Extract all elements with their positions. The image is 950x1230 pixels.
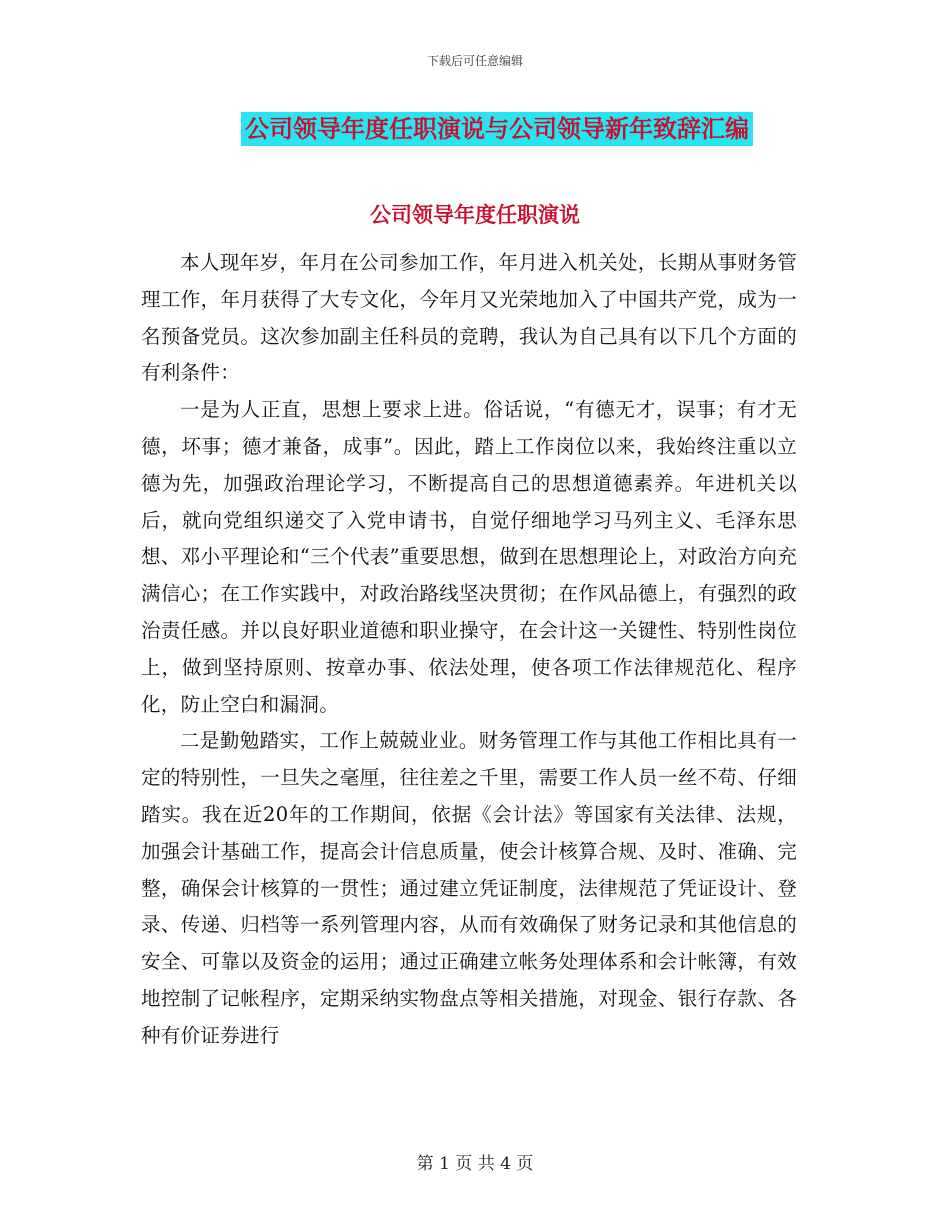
page-number-footer: 第 1 页 共 4 页	[416, 1154, 534, 1174]
paragraph: 本人现年岁，年月在公司参加工作，年月进入机关处，长期从事财务管理工作，年月获得了大专文化，今年月又光荣地加入了中国共产党，成为一名预备党员。这次参加副主任科员的竞聘，我认为自己具有以下几个方面的有利条件：	[141, 251, 797, 385]
document-title: 公司领导年度任职演说与公司领导新年致辞汇编	[241, 112, 753, 146]
section-title: 公司领导年度任职演说	[370, 203, 580, 227]
header-note: 下载后可任意编辑	[426, 54, 523, 68]
paragraph: 二是勤勉踏实，工作上兢兢业业。财务管理工作与其他工作相比具有一定的特别性，一旦失之毫厘，往往差之千里，需要工作人员一丝不苟、仔细踏实。我在近20年的工作期间，依据《会计法》等国家有关法律、法规，加强会计基础工作，提高会计信息质量，使会计核算合规、及时、准确、完整，确保会计核算的一贯性；通过建立凭证制度，法律规范了凭证设计、登录、传递、归档等一系列管理内容，从而有效确保了财务记录和其他信息的安全、可靠以及资金的运用；通过正确建立帐务处理体系和会计帐簿，有效地控制了记帐程序，定期采纳实物盘点等相关措施，对现金、银行存款、各种有价证券进行	[141, 729, 797, 1047]
document-title-container	[0, 112, 950, 146]
document-body	[141, 245, 797, 1055]
paragraph: 一是为人正直，思想上要求上进。俗话说，“有德无才，误事；有才无德，坏事；德才兼备，成事”。因此，踏上工作岗位以来，我始终注重以立德为先，加强政治理论学习，不断提高自己的思想道德素养。年进机关以后，就向党组织递交了入党申请书，自觉仔细地学习马列主义、毛泽东思想、邓小平理论和“三个代表”重要思想，做到在思想理论上，对政治方向充满信心；在工作实践中，对政治路线坚决贯彻；在作风品德上，有强烈的政治责任感。并以良好职业道德和职业操守，在会计这一关键性、特别性岗位上，做到坚持原则、按章办事、依法处理，使各项工作法律规范化、程序化，防止空白和漏洞。	[141, 398, 797, 716]
